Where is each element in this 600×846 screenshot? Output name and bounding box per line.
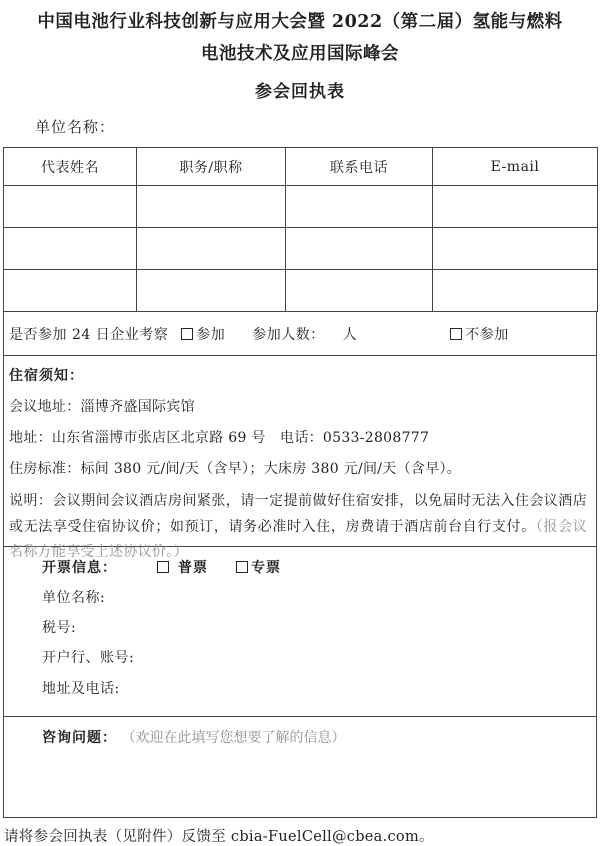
- special-invoice-label: 专票: [251, 560, 281, 576]
- special-invoice-checkbox-icon[interactable]: [236, 561, 248, 573]
- table-cell-phone[interactable]: [286, 270, 433, 312]
- decline-checkbox-icon[interactable]: [450, 328, 462, 340]
- site-visit-question: 是否参加 24 日企业考察: [9, 326, 169, 343]
- footer-text-after: 。: [419, 829, 434, 845]
- invoice-field-company[interactable]: 单位名称:: [42, 590, 106, 606]
- col-header-position: 职务/职称: [137, 148, 286, 186]
- lodging-note-main: 说明：会议期间会议酒店房间紧张，请一定提前做好住宿安排，以免届时无法入住会议酒店或无法享受住宿协议价；如预订，请务必准时入住，房费请于酒店前台自行支付。: [9, 493, 587, 535]
- invoice-section: [3, 547, 597, 717]
- table-cell-email[interactable]: [433, 228, 598, 270]
- inquiry-section[interactable]: [3, 717, 597, 818]
- venue-line: 会议地址：淄博齐盛国际宾馆: [9, 399, 195, 415]
- table-cell-email[interactable]: [433, 186, 598, 228]
- inquiry-heading: 咨询问题：: [42, 730, 117, 746]
- decline-label: 不参加: [465, 326, 509, 343]
- invoice-field-address-phone[interactable]: 地址及电话:: [42, 681, 120, 697]
- join-label: 参加: [196, 326, 226, 343]
- site-visit-row: [3, 312, 597, 356]
- table-cell-phone[interactable]: [286, 228, 433, 270]
- attendee-table: [3, 147, 598, 312]
- table-cell-email[interactable]: [433, 270, 598, 312]
- table-cell-name[interactable]: [4, 228, 137, 270]
- table-cell-name[interactable]: [4, 270, 137, 312]
- table-row: [4, 228, 598, 270]
- general-invoice-label: 普票: [178, 560, 208, 576]
- table-cell-position[interactable]: [137, 270, 286, 312]
- footer-email: cbia-FuelCell@cbea.com: [230, 829, 420, 845]
- attendee-count-label: 参加人数：: [252, 326, 325, 343]
- decline-option: [450, 324, 509, 344]
- lodging-note-parenthetical: （报会议名称方能享受上述协议价。）: [9, 518, 587, 560]
- footer-instruction: [4, 825, 600, 846]
- general-invoice-option: [157, 557, 208, 577]
- col-header-name: 代表姓名: [4, 148, 137, 186]
- join-option: [181, 324, 225, 344]
- inquiry-hint: （欢迎在此填写您想要了解的信息）: [121, 730, 346, 746]
- col-header-email: E-mail: [433, 148, 598, 186]
- invoice-heading: 开票信息：: [42, 560, 117, 576]
- table-cell-phone[interactable]: [286, 186, 433, 228]
- table-row: [4, 270, 598, 312]
- address-line: 地址：山东省淄博市张店区北京路 69 号 电话：0533-2808777: [9, 430, 430, 446]
- lodging-section: [3, 356, 597, 560]
- lodging-heading: 住宿须知：: [9, 368, 84, 384]
- form-subtitle: 参会回执表: [255, 82, 345, 102]
- invoice-field-bank-account[interactable]: 开户行、账号:: [42, 650, 135, 666]
- invoice-field-tax-id[interactable]: 税号:: [42, 620, 77, 636]
- special-invoice-option: [236, 557, 281, 577]
- table-cell-name[interactable]: [4, 186, 137, 228]
- footer-text-before: 请将参会回执表（见附件）反馈至: [4, 829, 231, 845]
- table-cell-position[interactable]: [137, 228, 286, 270]
- room-rate-line: 住房标准：标间 380 元/间/天（含早）；大床房 380 元/间/天（含早）。: [9, 461, 462, 477]
- col-header-phone: 联系电话: [286, 148, 433, 186]
- conference-title-line2: 电池技术及应用国际峰会: [201, 43, 399, 64]
- conference-title-line1: 中国电池行业科技创新与应用大会暨 2022（第二届）氢能与燃料: [37, 12, 563, 32]
- attendee-count-unit: 人: [342, 326, 358, 343]
- general-invoice-checkbox-icon[interactable]: [157, 561, 169, 573]
- join-checkbox-icon[interactable]: [181, 328, 193, 340]
- table-cell-position[interactable]: [137, 186, 286, 228]
- org-name-label: 单位名称：: [35, 118, 116, 136]
- table-row: [4, 186, 598, 228]
- attendee-table-header-row: [4, 148, 598, 186]
